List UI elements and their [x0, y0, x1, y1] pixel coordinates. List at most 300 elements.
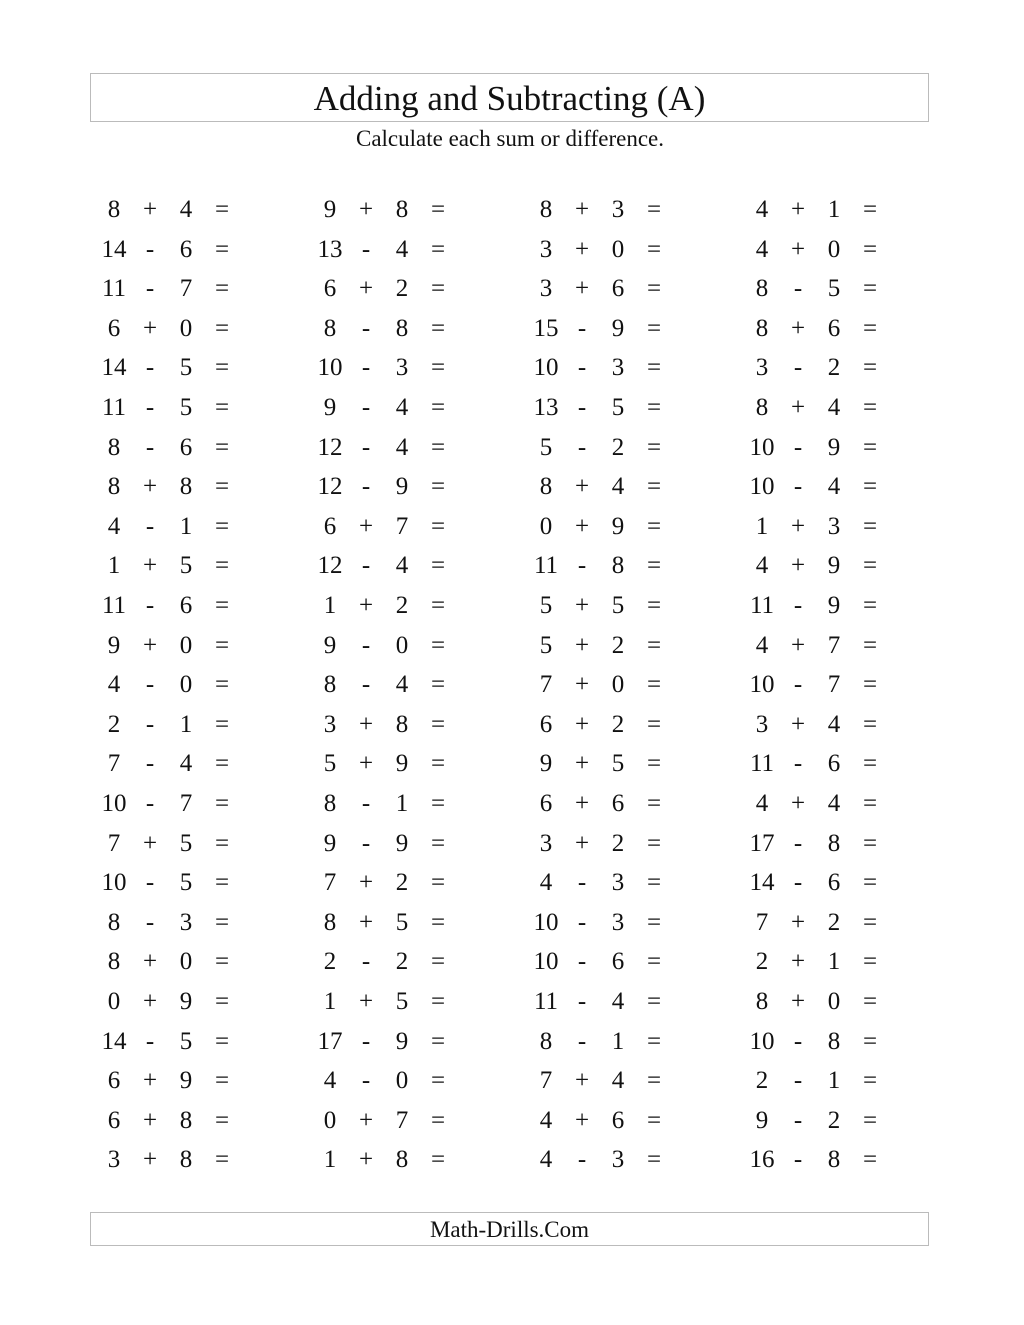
- second-operand: 9: [395, 473, 409, 501]
- equals-sign: =: [430, 988, 446, 1015]
- first-operand: 5: [539, 433, 553, 461]
- first-operand: 4: [539, 869, 553, 897]
- first-operand: 4: [755, 631, 769, 659]
- equals-sign: =: [862, 671, 878, 699]
- equals-sign: =: [862, 394, 878, 421]
- operator: +: [142, 473, 158, 501]
- second-operand: 4: [395, 235, 409, 263]
- equals-sign: =: [862, 592, 878, 619]
- second-operand: 0: [611, 671, 625, 699]
- first-operand: 8: [107, 196, 121, 223]
- first-operand: 8: [323, 790, 337, 817]
- second-operand: 5: [179, 552, 193, 580]
- second-operand: 2: [611, 829, 625, 857]
- operator: -: [793, 671, 803, 699]
- operator: -: [577, 1146, 587, 1174]
- second-operand: 8: [395, 314, 409, 342]
- equals-sign: =: [214, 631, 230, 659]
- equals-sign: =: [862, 354, 878, 382]
- operator: -: [793, 1067, 803, 1095]
- first-operand: 11: [101, 592, 127, 619]
- operator: +: [358, 869, 374, 897]
- equals-sign: =: [214, 750, 230, 778]
- second-operand: 5: [611, 394, 625, 421]
- operator: -: [145, 908, 155, 936]
- second-operand: 4: [611, 988, 625, 1015]
- equals-sign: =: [214, 948, 230, 976]
- second-operand: 0: [395, 631, 409, 659]
- equals-sign: =: [646, 869, 662, 897]
- second-operand: 2: [395, 592, 409, 619]
- second-operand: 9: [395, 1027, 409, 1055]
- operator: +: [142, 552, 158, 580]
- first-operand: 2: [323, 948, 337, 976]
- first-operand: 8: [323, 314, 337, 342]
- equals-sign: =: [430, 908, 446, 936]
- equals-sign: =: [862, 196, 878, 223]
- equals-sign: =: [646, 552, 662, 580]
- equals-sign: =: [430, 235, 446, 263]
- second-operand: 8: [827, 1027, 841, 1055]
- first-operand: 10: [749, 671, 775, 699]
- second-operand: 1: [395, 790, 409, 817]
- operator: +: [574, 790, 590, 817]
- second-operand: 5: [179, 354, 193, 382]
- first-operand: 8: [539, 473, 553, 501]
- first-operand: 1: [323, 592, 337, 619]
- second-operand: 3: [611, 869, 625, 897]
- first-operand: 8: [107, 433, 121, 461]
- second-operand: 7: [827, 631, 841, 659]
- equals-sign: =: [646, 473, 662, 501]
- operator: +: [790, 235, 806, 263]
- equals-sign: =: [430, 829, 446, 857]
- second-operand: 4: [395, 671, 409, 699]
- operator: +: [574, 592, 590, 619]
- first-operand: 14: [749, 869, 775, 897]
- first-operand: 10: [533, 948, 559, 976]
- operator: +: [790, 552, 806, 580]
- operator: -: [793, 433, 803, 461]
- first-operand: 9: [323, 829, 337, 857]
- second-operand: 4: [611, 473, 625, 501]
- equals-sign: =: [862, 314, 878, 342]
- first-operand: 7: [755, 908, 769, 936]
- second-operand: 0: [179, 671, 193, 699]
- equals-sign: =: [646, 512, 662, 540]
- second-operand: 2: [611, 433, 625, 461]
- footer-box: [90, 1212, 929, 1246]
- operator: -: [145, 592, 155, 619]
- operator: +: [358, 1106, 374, 1134]
- first-operand: 6: [539, 790, 553, 817]
- operator: -: [793, 473, 803, 501]
- equals-sign: =: [214, 1067, 230, 1095]
- second-operand: 7: [395, 512, 409, 540]
- second-operand: 2: [827, 354, 841, 382]
- second-operand: 2: [827, 1106, 841, 1134]
- second-operand: 9: [611, 314, 625, 342]
- first-operand: 3: [539, 829, 553, 857]
- equals-sign: =: [862, 869, 878, 897]
- first-operand: 5: [539, 592, 553, 619]
- second-operand: 6: [179, 433, 193, 461]
- second-operand: 0: [827, 235, 841, 263]
- first-operand: 12: [317, 433, 343, 461]
- operator: +: [790, 631, 806, 659]
- first-operand: 10: [749, 1027, 775, 1055]
- operator: -: [793, 1027, 803, 1055]
- operator: +: [790, 790, 806, 817]
- second-operand: 2: [395, 869, 409, 897]
- equals-sign: =: [646, 631, 662, 659]
- title-box: [90, 73, 929, 122]
- worksheet-instructions: Calculate each sum or difference.: [355, 126, 664, 151]
- equals-sign: =: [646, 433, 662, 461]
- equals-sign: =: [430, 275, 446, 303]
- equals-sign: =: [646, 750, 662, 778]
- operator: +: [358, 750, 374, 778]
- first-operand: 17: [749, 829, 775, 857]
- equals-sign: =: [862, 1027, 878, 1055]
- operator: -: [361, 473, 371, 501]
- equals-sign: =: [862, 750, 878, 778]
- operator: -: [361, 948, 371, 976]
- operator: +: [790, 948, 806, 976]
- equals-sign: =: [862, 275, 878, 303]
- operator: +: [790, 512, 806, 540]
- first-operand: 3: [539, 275, 553, 303]
- second-operand: 1: [611, 1027, 625, 1055]
- equals-sign: =: [430, 592, 446, 619]
- operator: +: [790, 710, 806, 738]
- operator: -: [145, 275, 155, 303]
- operator: -: [361, 235, 371, 263]
- first-operand: 14: [101, 1027, 127, 1055]
- operator: -: [145, 869, 155, 897]
- second-operand: 6: [827, 750, 841, 778]
- equals-sign: =: [214, 512, 230, 540]
- operator: +: [574, 829, 590, 857]
- equals-sign: =: [862, 1106, 878, 1134]
- equals-sign: =: [646, 196, 662, 223]
- equals-sign: =: [862, 829, 878, 857]
- equals-sign: =: [646, 948, 662, 976]
- second-operand: 2: [827, 908, 841, 936]
- second-operand: 8: [827, 1146, 841, 1174]
- operator: -: [793, 592, 803, 619]
- first-operand: 6: [107, 1067, 121, 1095]
- first-operand: 1: [323, 1146, 337, 1174]
- first-operand: 11: [101, 394, 127, 421]
- second-operand: 1: [179, 512, 193, 540]
- second-operand: 2: [611, 710, 625, 738]
- equals-sign: =: [430, 948, 446, 976]
- second-operand: 3: [179, 908, 193, 936]
- second-operand: 9: [827, 592, 841, 619]
- first-operand: 2: [755, 948, 769, 976]
- first-operand: 1: [755, 512, 769, 540]
- operator: +: [574, 1067, 590, 1095]
- equals-sign: =: [646, 235, 662, 263]
- equals-sign: =: [430, 552, 446, 580]
- first-operand: 4: [755, 790, 769, 817]
- operator: -: [577, 314, 587, 342]
- equals-sign: =: [862, 1067, 878, 1095]
- equals-sign: =: [430, 1027, 446, 1055]
- first-operand: 13: [533, 394, 559, 421]
- second-operand: 4: [179, 196, 193, 223]
- operator: +: [358, 710, 374, 738]
- second-operand: 7: [395, 1106, 409, 1134]
- operator: -: [361, 671, 371, 699]
- equals-sign: =: [214, 988, 230, 1015]
- equals-sign: =: [430, 1106, 446, 1134]
- equals-sign: =: [430, 869, 446, 897]
- equals-sign: =: [646, 908, 662, 936]
- operator: +: [574, 235, 590, 263]
- operator: -: [577, 354, 587, 382]
- second-operand: 0: [179, 631, 193, 659]
- first-operand: 8: [107, 908, 121, 936]
- operator: -: [145, 1027, 155, 1055]
- first-operand: 6: [107, 314, 121, 342]
- equals-sign: =: [646, 314, 662, 342]
- first-operand: 7: [107, 750, 121, 778]
- first-operand: 3: [755, 354, 769, 382]
- operator: +: [574, 671, 590, 699]
- first-operand: 7: [323, 869, 337, 897]
- second-operand: 6: [611, 1106, 625, 1134]
- operator: -: [577, 948, 587, 976]
- equals-sign: =: [214, 1106, 230, 1134]
- second-operand: 8: [827, 829, 841, 857]
- operator: -: [145, 750, 155, 778]
- second-operand: 5: [179, 829, 193, 857]
- operator: -: [145, 512, 155, 540]
- equals-sign: =: [214, 1027, 230, 1055]
- first-operand: 9: [755, 1106, 769, 1134]
- operator: -: [577, 908, 587, 936]
- footer-site-name: Math-Drills.Com: [429, 1217, 590, 1242]
- first-operand: 10: [317, 354, 343, 382]
- first-operand: 8: [107, 473, 121, 501]
- equals-sign: =: [862, 473, 878, 501]
- first-operand: 8: [755, 394, 769, 421]
- second-operand: 0: [827, 988, 841, 1015]
- first-operand: 11: [749, 592, 775, 619]
- operator: -: [361, 314, 371, 342]
- second-operand: 1: [827, 948, 841, 976]
- equals-sign: =: [214, 354, 230, 382]
- second-operand: 0: [611, 235, 625, 263]
- first-operand: 10: [749, 473, 775, 501]
- operator: -: [145, 235, 155, 263]
- operator: -: [577, 1027, 587, 1055]
- equals-sign: =: [646, 988, 662, 1015]
- equals-sign: =: [430, 1146, 446, 1174]
- second-operand: 0: [179, 314, 193, 342]
- equals-sign: =: [646, 1067, 662, 1095]
- first-operand: 9: [539, 750, 553, 778]
- equals-sign: =: [646, 710, 662, 738]
- first-operand: 8: [755, 275, 769, 303]
- operator: +: [142, 829, 158, 857]
- operator: -: [145, 433, 155, 461]
- operator: -: [361, 790, 371, 817]
- operator: -: [577, 394, 587, 421]
- first-operand: 9: [323, 196, 337, 223]
- second-operand: 8: [179, 1146, 193, 1174]
- worksheet-title: Adding and Subtracting (A): [313, 79, 706, 118]
- equals-sign: =: [430, 314, 446, 342]
- operator: -: [793, 1106, 803, 1134]
- operator: +: [142, 196, 158, 223]
- second-operand: 6: [827, 869, 841, 897]
- equals-sign: =: [862, 710, 878, 738]
- first-operand: 4: [755, 196, 769, 223]
- operator: +: [574, 710, 590, 738]
- first-operand: 16: [749, 1146, 775, 1174]
- operator: +: [358, 908, 374, 936]
- second-operand: 8: [179, 1106, 193, 1134]
- operator: -: [793, 275, 803, 303]
- equals-sign: =: [430, 790, 446, 817]
- first-operand: 14: [101, 354, 127, 382]
- operator: +: [358, 592, 374, 619]
- first-operand: 4: [755, 235, 769, 263]
- second-operand: 9: [611, 512, 625, 540]
- operator: +: [574, 631, 590, 659]
- second-operand: 6: [611, 275, 625, 303]
- first-operand: 14: [101, 235, 127, 263]
- equals-sign: =: [862, 512, 878, 540]
- first-operand: 9: [323, 394, 337, 421]
- equals-sign: =: [862, 908, 878, 936]
- operator: +: [142, 948, 158, 976]
- first-operand: 8: [755, 988, 769, 1015]
- first-operand: 9: [323, 631, 337, 659]
- first-operand: 6: [323, 512, 337, 540]
- second-operand: 4: [179, 750, 193, 778]
- equals-sign: =: [862, 948, 878, 976]
- equals-sign: =: [214, 473, 230, 501]
- equals-sign: =: [214, 314, 230, 342]
- first-operand: 7: [539, 1067, 553, 1095]
- operator: +: [574, 512, 590, 540]
- first-operand: 3: [755, 710, 769, 738]
- second-operand: 9: [395, 750, 409, 778]
- operator: +: [790, 908, 806, 936]
- equals-sign: =: [430, 473, 446, 501]
- second-operand: 4: [611, 1067, 625, 1095]
- second-operand: 4: [827, 473, 841, 501]
- first-operand: 11: [533, 552, 559, 580]
- second-operand: 6: [179, 235, 193, 263]
- second-operand: 3: [611, 1146, 625, 1174]
- second-operand: 9: [179, 1067, 193, 1095]
- second-operand: 0: [179, 948, 193, 976]
- operator: -: [793, 750, 803, 778]
- second-operand: 5: [179, 394, 193, 421]
- second-operand: 9: [395, 829, 409, 857]
- second-operand: 3: [395, 354, 409, 382]
- second-operand: 1: [827, 196, 841, 223]
- second-operand: 7: [827, 671, 841, 699]
- equals-sign: =: [862, 433, 878, 461]
- first-operand: 15: [533, 314, 559, 342]
- operator: +: [790, 196, 806, 223]
- equals-sign: =: [646, 1027, 662, 1055]
- operator: +: [358, 196, 374, 223]
- second-operand: 3: [611, 354, 625, 382]
- second-operand: 6: [179, 592, 193, 619]
- second-operand: 1: [827, 1067, 841, 1095]
- operator: -: [361, 829, 371, 857]
- operator: -: [793, 354, 803, 382]
- first-operand: 12: [317, 552, 343, 580]
- equals-sign: =: [430, 354, 446, 382]
- operator: -: [577, 869, 587, 897]
- first-operand: 8: [539, 196, 553, 223]
- equals-sign: =: [862, 631, 878, 659]
- second-operand: 6: [611, 790, 625, 817]
- operator: -: [793, 869, 803, 897]
- second-operand: 6: [611, 948, 625, 976]
- first-operand: 0: [107, 988, 121, 1015]
- operator: +: [790, 988, 806, 1015]
- first-operand: 0: [323, 1106, 337, 1134]
- operator: +: [142, 631, 158, 659]
- operator: -: [361, 631, 371, 659]
- operator: -: [145, 671, 155, 699]
- equals-sign: =: [646, 354, 662, 382]
- first-operand: 4: [539, 1146, 553, 1174]
- first-operand: 10: [749, 433, 775, 461]
- equals-sign: =: [214, 433, 230, 461]
- second-operand: 6: [827, 314, 841, 342]
- first-operand: 8: [107, 948, 121, 976]
- equals-sign: =: [214, 710, 230, 738]
- equals-sign: =: [214, 552, 230, 580]
- equals-sign: =: [430, 433, 446, 461]
- operator: +: [142, 988, 158, 1015]
- second-operand: 0: [395, 1067, 409, 1095]
- second-operand: 2: [395, 275, 409, 303]
- second-operand: 4: [395, 552, 409, 580]
- first-operand: 7: [539, 671, 553, 699]
- first-operand: 9: [107, 631, 121, 659]
- second-operand: 3: [611, 908, 625, 936]
- second-operand: 5: [611, 592, 625, 619]
- equals-sign: =: [214, 275, 230, 303]
- second-operand: 4: [827, 710, 841, 738]
- second-operand: 5: [395, 988, 409, 1015]
- second-operand: 9: [827, 433, 841, 461]
- second-operand: 5: [179, 869, 193, 897]
- second-operand: 3: [611, 196, 625, 223]
- second-operand: 9: [179, 988, 193, 1015]
- equals-sign: =: [646, 592, 662, 619]
- second-operand: 9: [827, 552, 841, 580]
- first-operand: 3: [539, 235, 553, 263]
- equals-sign: =: [214, 235, 230, 263]
- second-operand: 3: [827, 512, 841, 540]
- equals-sign: =: [646, 275, 662, 303]
- first-operand: 2: [107, 710, 121, 738]
- second-operand: 8: [395, 1146, 409, 1174]
- first-operand: 10: [101, 869, 127, 897]
